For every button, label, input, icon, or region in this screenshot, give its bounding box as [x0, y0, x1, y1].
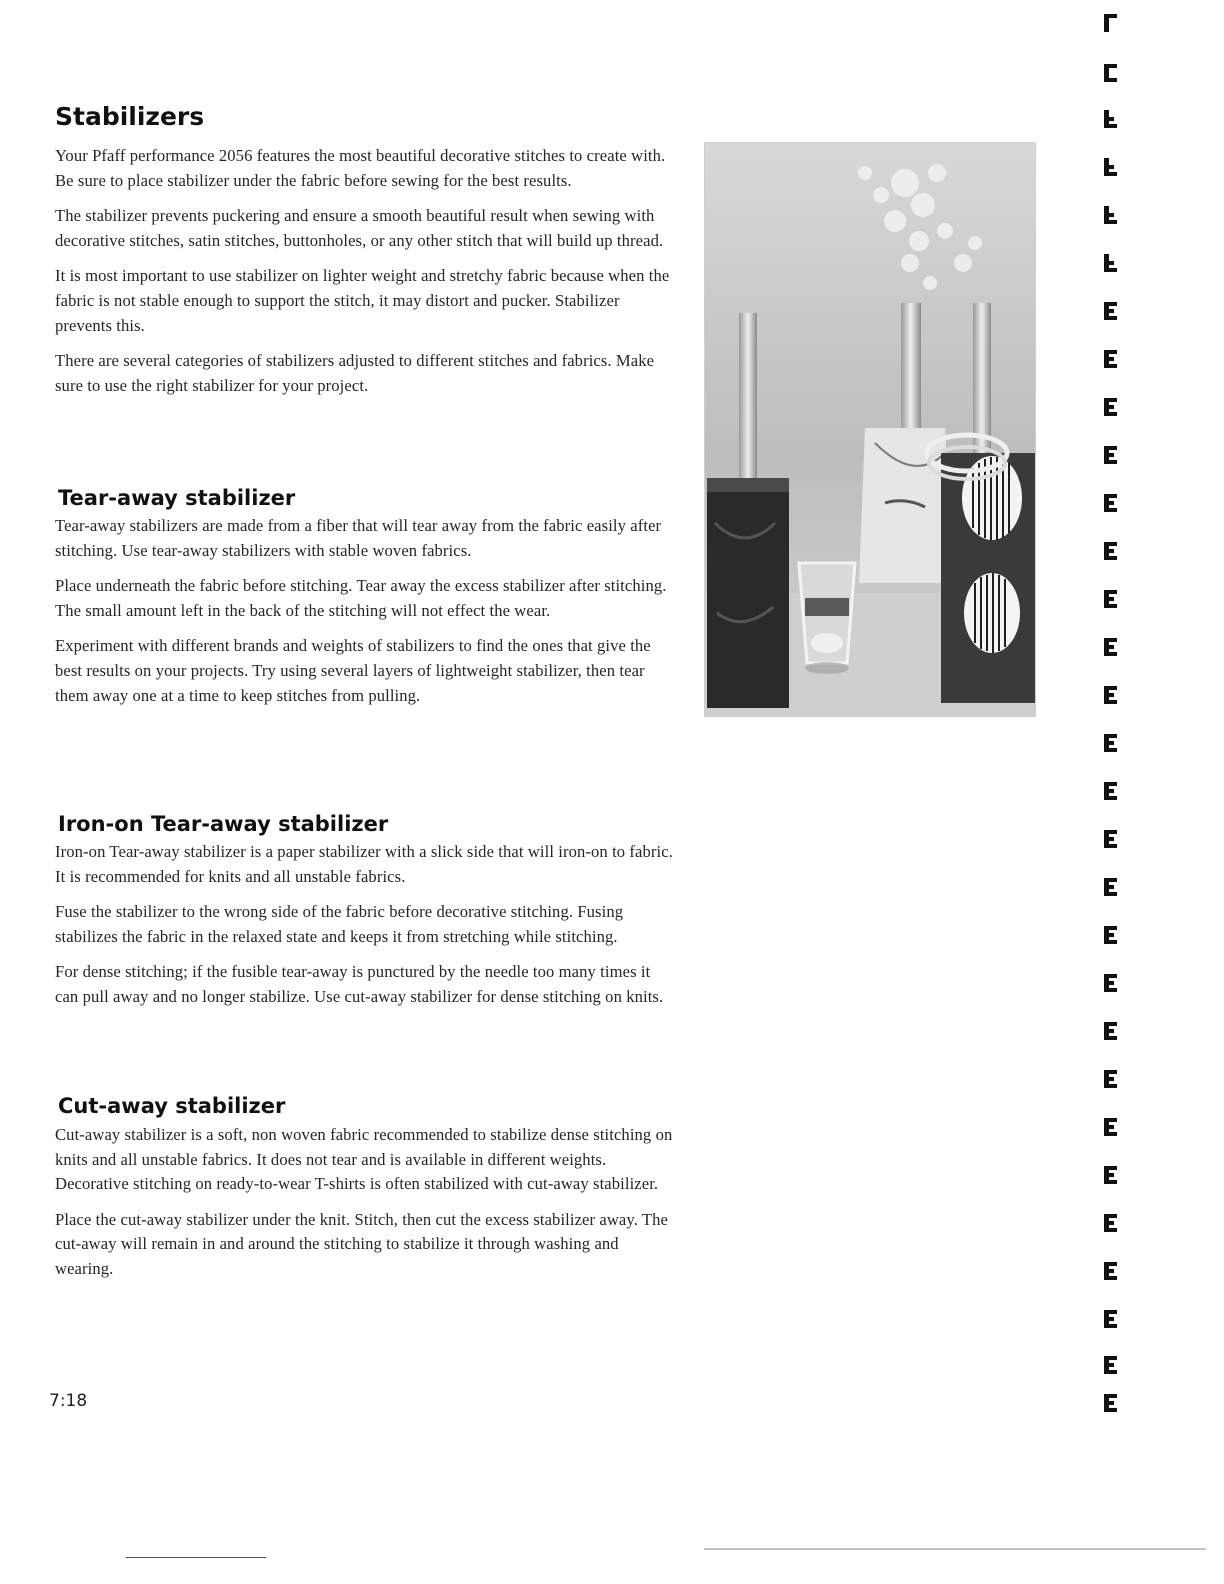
section-paragraph: Place the cut-away stabilizer under the knit. Stitch, then cut the excess stabilizer away. The cut-away will remain in and around the stitching to stabilize it through washing and wearing. — [55, 1209, 669, 1278]
section-heading-iron-on: Iron-on Tear-away stabilizer — [58, 812, 389, 836]
binding-notch — [1104, 542, 1118, 560]
spiral-binding — [1104, 14, 1128, 1414]
binding-notch — [1104, 1394, 1118, 1412]
intro-paragraph: It is most important to use stabilizer on lighter weight and stretchy fabric because when the fabric is not stable enough to support the stitch, it may distort and pucker. Stabilizer prevents this. — [55, 266, 670, 335]
bottles-photo-illustration — [705, 143, 1035, 716]
binding-notch — [1104, 1262, 1118, 1280]
section-paragraph: Place underneath the fabric before stitching. Tear away the excess stabilizer after stitching. The small amount left in the back of the stitching will not effect the wear. — [55, 576, 667, 620]
binding-notch — [1104, 830, 1118, 848]
binding-notch — [1104, 64, 1118, 82]
binding-notch — [1104, 1118, 1118, 1136]
section-heading-tear-away: Tear-away stabilizer — [58, 486, 296, 510]
binding-notch — [1104, 302, 1118, 320]
binding-notch — [1104, 1214, 1118, 1232]
section-paragraph: Experiment with different brands and weights of stabilizers to find the ones that give the best results on your projects. Try using several layers of lightweight stabilizer, then tear them away one at a time to keep stitches from pulling. — [55, 636, 651, 705]
section-paragraph: Tear-away stabilizers are made from a fiber that will tear away from the fabric easily after stitching. Use tear-away stabilizers with stable woven fabrics. — [55, 516, 662, 560]
binding-notch — [1104, 158, 1118, 176]
binding-notch — [1104, 1022, 1118, 1040]
binding-notch — [1104, 398, 1118, 416]
binding-notch — [1104, 734, 1118, 752]
binding-notch — [1104, 590, 1118, 608]
binding-notch — [1104, 1070, 1118, 1088]
tear-away-section — [55, 514, 675, 719]
footer-rule-right — [704, 1548, 1206, 1550]
binding-notch — [1104, 350, 1118, 368]
binding-notch — [1104, 446, 1118, 464]
binding-notch — [1104, 14, 1118, 32]
intro-section — [55, 144, 675, 409]
section-paragraph: Iron-on Tear-away stabilizer is a paper stabilizer with a slick side that will iron-on to fabric. It is recommended for knits and all unstable fabrics. — [55, 842, 673, 886]
section-paragraph: Cut-away stabilizer is a soft, non woven fabric recommended to stabilize dense stitching on knits and all unstable fabrics. It does not tear and is available in different weights. Decorative stitching on ready-to-wear T-shirts is often stabilized with cut-away stabilizer. — [55, 1125, 673, 1194]
intro-paragraph: Your Pfaff performance 2056 features the most beautiful decorative stitches to create with. Be sure to place stabilizer under the fabric before sewing for the best results. — [55, 146, 666, 190]
binding-notch — [1104, 110, 1118, 128]
bottles-photo — [704, 142, 1036, 717]
binding-notch — [1104, 206, 1118, 224]
binding-notch — [1104, 494, 1118, 512]
binding-notch — [1104, 254, 1118, 272]
binding-notch — [1104, 686, 1118, 704]
intro-paragraph: There are several categories of stabilizers adjusted to different stitches and fabrics. Make sure to use the right stabilizer for your project. — [55, 351, 655, 395]
section-paragraph: Fuse the stabilizer to the wrong side of the fabric before decorative stitching. Fusing stabilizes the fabric in the relaxed state and keeps it from stretching while stitching. — [55, 902, 624, 946]
intro-paragraph: The stabilizer prevents puckering and ensure a smooth beautiful result when sewing with decorative stitches, satin stitches, buttonholes, or any other stitch that will build up thread. — [55, 206, 664, 250]
footer-rule-left — [126, 1557, 266, 1558]
section-heading-cut-away: Cut-away stabilizer — [58, 1094, 286, 1118]
iron-on-section — [55, 840, 675, 1021]
binding-notch — [1104, 1310, 1118, 1328]
binding-notch — [1104, 926, 1118, 944]
section-paragraph: For dense stitching; if the fusible tear-away is punctured by the needle too many times it can pull away and no longer stabilize. Use cut-away stabilizer for dense stitching on knits. — [55, 962, 664, 1006]
page-number: 7:18 — [49, 1391, 88, 1411]
binding-notch — [1104, 1166, 1118, 1184]
binding-notch — [1104, 878, 1118, 896]
page-title: Stabilizers — [55, 102, 205, 131]
binding-notch — [1104, 638, 1118, 656]
binding-notch — [1104, 1356, 1118, 1374]
binding-notch — [1104, 974, 1118, 992]
binding-notch — [1104, 782, 1118, 800]
cut-away-section — [55, 1123, 675, 1293]
